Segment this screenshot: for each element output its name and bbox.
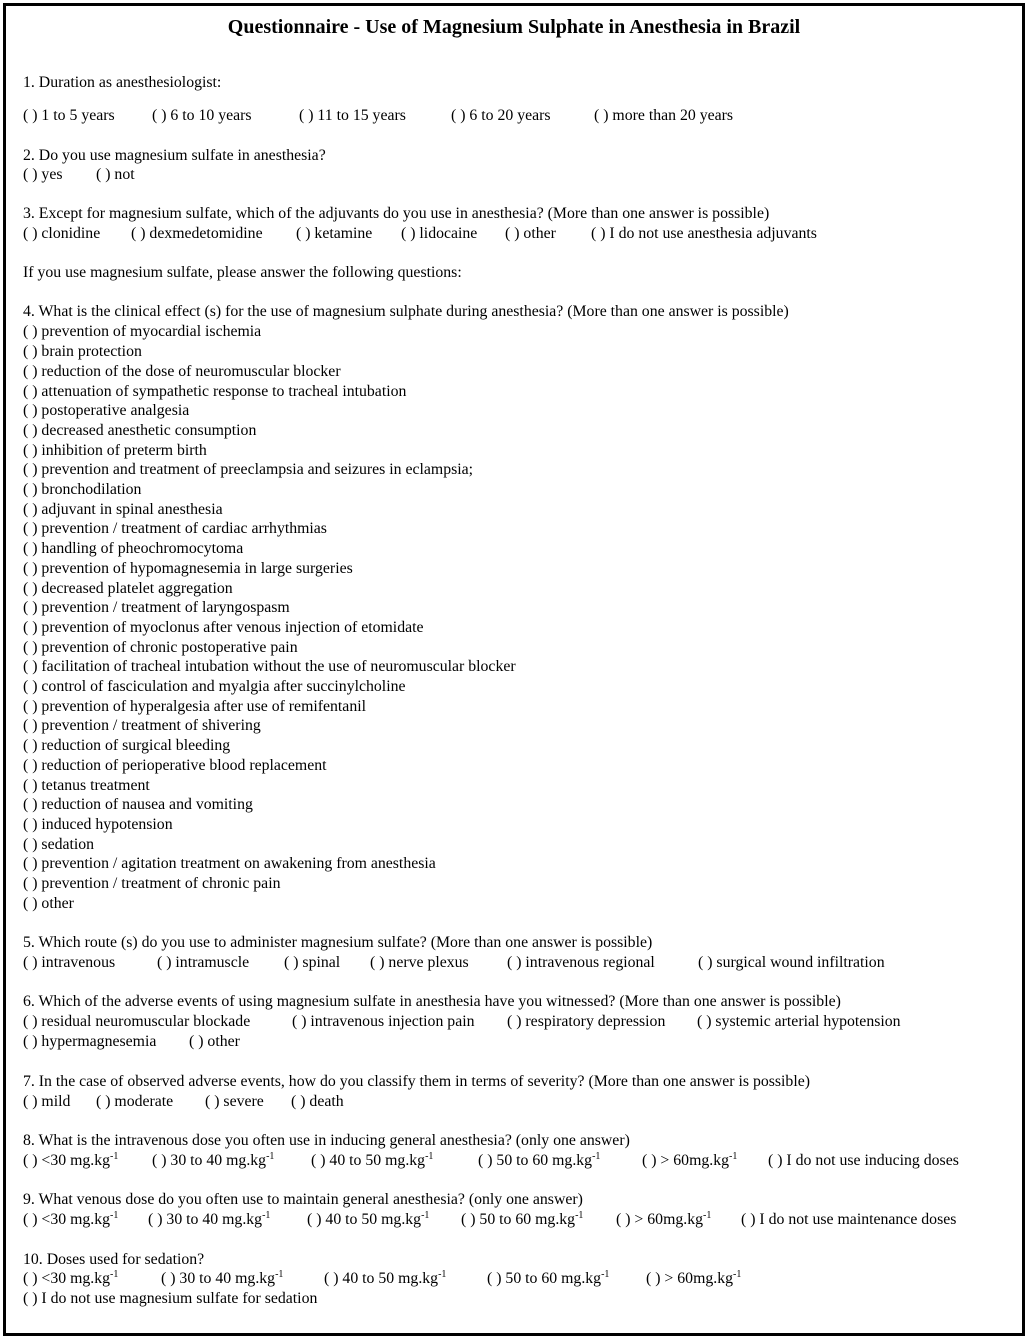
q4-option[interactable]: ( ) control of fasciculation and myalgia after succinylcholine [23, 678, 406, 695]
q2-option-yes[interactable]: ( ) yes [23, 166, 63, 183]
dose-label: ( ) > 60mg.kg [646, 1270, 734, 1287]
q4-option[interactable]: ( ) prevention and treatment of preeclampsia and seizures in eclampsia; [23, 461, 474, 479]
unit-exponent: -1 [110, 1269, 119, 1280]
page-title: Questionnaire - Use of Magnesium Sulphate in Anesthesia in Brazil [227, 16, 801, 38]
q7-question: 7. In the case of observed adverse events, how do you classify them in terms of severity? (More than one answer is possible) [23, 1073, 810, 1090]
q4-option[interactable]: ( ) prevention of myoclonus after venous injection of etomidate [23, 618, 424, 636]
q4-option[interactable]: ( ) prevention of hyperalgesia after use of remifentanil [23, 697, 366, 715]
q6-option-injection-pain[interactable]: ( ) intravenous injection pain [292, 1013, 475, 1030]
unit-exponent: -1 [262, 1210, 271, 1221]
q7-option-severe[interactable]: ( ) severe [205, 1093, 264, 1110]
q2-option-not[interactable]: ( ) not [96, 166, 135, 183]
q8-option-gt60[interactable] [642, 1151, 737, 1171]
q7-option-mild[interactable]: ( ) mild [23, 1093, 71, 1110]
q6-option-hypotension[interactable]: ( ) systemic arterial hypotension [697, 1013, 901, 1030]
q8-option-50-60[interactable] [478, 1151, 600, 1171]
q9-option-no-maintenance[interactable]: ( ) I do not use maintenance doses [741, 1211, 957, 1228]
q5-question: 5. Which route (s) do you use to administer magnesium sulfate? (More than one answer is possible) [23, 934, 653, 951]
q3-option-ketamine[interactable]: ( ) ketamine [296, 225, 373, 242]
q1-option-5[interactable]: ( ) more than 20 years [594, 107, 734, 124]
q4-option[interactable]: ( ) bronchodilation [23, 481, 142, 498]
q8-question: 8. What is the intravenous dose you often use in inducing general anesthesia? (only one answer) [23, 1132, 630, 1149]
dose-label: ( ) 30 to 40 mg.kg [161, 1270, 276, 1287]
q4-option[interactable]: ( ) prevention / treatment of cardiac arrhythmias [23, 520, 327, 538]
q5-option-intravenous-regional[interactable]: ( ) intravenous regional [507, 954, 655, 971]
q4-option[interactable]: ( ) prevention / agitation treatment on awakening from anesthesia [23, 855, 436, 873]
q9-option-gt60[interactable] [616, 1210, 711, 1230]
q10-option-lt30[interactable] [23, 1269, 118, 1289]
q9-option-50-60[interactable] [461, 1210, 583, 1230]
dose-label: ( ) 40 to 50 mg.kg [324, 1270, 439, 1287]
q9-question: 9. What venous dose do you often use to maintain general anesthesia? (only one answer) [23, 1191, 583, 1208]
q4-option[interactable]: ( ) sedation [23, 835, 95, 853]
q9-option-lt30[interactable] [23, 1210, 118, 1230]
unit-exponent: -1 [729, 1151, 738, 1162]
unit-exponent: -1 [592, 1151, 601, 1162]
unit-exponent: -1 [275, 1269, 284, 1280]
q3-option-lidocaine[interactable]: ( ) lidocaine [401, 225, 478, 242]
q5-option-intramuscle[interactable]: ( ) intramuscle [157, 954, 250, 971]
q4-question: 4. What is the clinical effect (s) for the use of magnesium sulphate during anesthesia? (More than one answer is possible) [23, 303, 789, 320]
q3-option-no-adjuvants[interactable]: ( ) I do not use anesthesia adjuvants [591, 225, 817, 242]
dose-label: ( ) > 60mg.kg [642, 1152, 730, 1169]
q9-option-30-40[interactable] [148, 1210, 270, 1230]
q4-option[interactable]: ( ) facilitation of tracheal intubation without the use of neuromuscular blocker [23, 658, 516, 676]
q6-option-residual-blockade[interactable]: ( ) residual neuromuscular blockade [23, 1013, 251, 1030]
q1-option-2[interactable]: ( ) 6 to 10 years [152, 107, 252, 124]
q4-option[interactable]: ( ) tetanus treatment [23, 776, 150, 794]
q1-question: 1. Duration as anesthesiologist: [23, 74, 222, 91]
unit-exponent: -1 [266, 1151, 275, 1162]
q4-option[interactable]: ( ) brain protection [23, 343, 142, 361]
dose-label: ( ) 30 to 40 mg.kg [152, 1152, 267, 1169]
instruction-text: If you use magnesium sulfate, please answer the following questions: [23, 264, 462, 281]
q1-option-4[interactable]: ( ) 6 to 20 years [451, 107, 551, 124]
q4-option[interactable]: ( ) prevention / treatment of shivering [23, 717, 261, 735]
q1-option-1[interactable]: ( ) 1 to 5 years [23, 107, 115, 124]
q8-option-lt30[interactable] [23, 1151, 118, 1171]
unit-exponent: -1 [425, 1151, 434, 1162]
unit-exponent: -1 [110, 1210, 119, 1221]
q4-option[interactable]: ( ) induced hypotension [23, 815, 173, 833]
q4-option[interactable]: ( ) other [23, 894, 74, 912]
q2-question: 2. Do you use magnesium sulfate in anesthesia? [23, 147, 326, 164]
dose-label: ( ) 30 to 40 mg.kg [148, 1211, 263, 1228]
q3-option-clonidine[interactable]: ( ) clonidine [23, 225, 101, 242]
dose-label: ( ) 50 to 60 mg.kg [487, 1270, 602, 1287]
q10-option-30-40[interactable] [161, 1269, 283, 1289]
q8-option-30-40[interactable] [152, 1151, 274, 1171]
q7-option-death[interactable]: ( ) death [291, 1093, 344, 1110]
q10-option-40-50[interactable] [324, 1269, 446, 1289]
q3-option-other[interactable]: ( ) other [505, 225, 556, 242]
dose-label: ( ) <30 mg.kg [23, 1211, 111, 1228]
q4-option[interactable]: ( ) decreased anesthetic consumption [23, 421, 257, 439]
q4-option[interactable]: ( ) reduction of perioperative blood replacement [23, 756, 327, 774]
q4-option[interactable]: ( ) adjuvant in spinal anesthesia [23, 500, 223, 518]
q10-option-50-60[interactable] [487, 1269, 609, 1289]
q5-option-spinal[interactable]: ( ) spinal [284, 954, 341, 971]
unit-exponent: -1 [703, 1210, 712, 1221]
q4-option[interactable]: ( ) attenuation of sympathetic response to tracheal intubation [23, 382, 407, 400]
q4-option[interactable]: ( ) reduction of nausea and vomiting [23, 796, 253, 814]
unit-exponent: -1 [421, 1210, 430, 1221]
q10-question: 10. Doses used for sedation? [23, 1251, 205, 1268]
dose-label: ( ) 40 to 50 mg.kg [311, 1152, 426, 1169]
q4-option[interactable]: ( ) inhibition of preterm birth [23, 441, 207, 459]
q3-question: 3. Except for magnesium sulfate, which of the adjuvants do you use in anesthesia? (More than one answer is possible) [23, 205, 770, 222]
q3-option-dexmedetomidine[interactable]: ( ) dexmedetomidine [131, 225, 263, 242]
q4-option[interactable]: ( ) prevention / treatment of chronic pain [23, 875, 281, 892]
q4-option[interactable]: ( ) prevention of chronic postoperative pain [23, 638, 298, 656]
q6-option-other[interactable]: ( ) other [189, 1033, 240, 1050]
dose-label: ( ) 40 to 50 mg.kg [307, 1211, 422, 1228]
q4-option[interactable]: ( ) prevention / treatment of laryngospasm [23, 599, 290, 617]
q4-option[interactable]: ( ) postoperative analgesia [23, 402, 190, 420]
q8-option-40-50[interactable] [311, 1151, 433, 1171]
dose-label: ( ) <30 mg.kg [23, 1152, 111, 1169]
q4-option[interactable]: ( ) prevention of hypomagnesemia in large surgeries [23, 559, 353, 577]
unit-exponent: -1 [438, 1269, 447, 1280]
q4-option[interactable]: ( ) handling of pheochromocytoma [23, 540, 244, 558]
q7-option-moderate[interactable]: ( ) moderate [96, 1093, 174, 1110]
dose-label: ( ) 50 to 60 mg.kg [461, 1211, 576, 1228]
q6-option-respiratory-depression[interactable]: ( ) respiratory depression [507, 1013, 666, 1030]
q4-option[interactable]: ( ) reduction of surgical bleeding [23, 737, 231, 755]
unit-exponent: -1 [110, 1151, 119, 1162]
q4-option[interactable]: ( ) decreased platelet aggregation [23, 579, 233, 597]
q5-option-wound-infiltration[interactable]: ( ) surgical wound infiltration [698, 954, 885, 971]
unit-exponent: -1 [575, 1210, 584, 1221]
dose-label: ( ) > 60mg.kg [616, 1211, 704, 1228]
q8-option-no-induction[interactable]: ( ) I do not use inducing doses [768, 1152, 959, 1169]
q10-option-gt60[interactable] [646, 1269, 741, 1289]
q6-option-hypermagnesemia[interactable]: ( ) hypermagnesemia [23, 1033, 157, 1050]
q10-option-no-sedation[interactable]: ( ) I do not use magnesium sulfate for sedation [23, 1290, 318, 1307]
q6-question: 6. Which of the adverse events of using magnesium sulfate in anesthesia have you witnessed? (More than one answer is possible) [23, 993, 841, 1010]
dose-label: ( ) <30 mg.kg [23, 1270, 111, 1287]
q5-option-nerve-plexus[interactable]: ( ) nerve plexus [370, 954, 469, 971]
q4-option[interactable]: ( ) reduction of the dose of neuromuscular blocker [23, 362, 341, 380]
q9-option-40-50[interactable] [307, 1210, 429, 1230]
unit-exponent: -1 [601, 1269, 610, 1280]
q1-option-3[interactable]: ( ) 11 to 15 years [299, 107, 406, 124]
q5-option-intravenous[interactable]: ( ) intravenous [23, 954, 116, 971]
unit-exponent: -1 [733, 1269, 742, 1280]
q4-option[interactable]: ( ) prevention of myocardial ischemia [23, 323, 262, 341]
dose-label: ( ) 50 to 60 mg.kg [478, 1152, 593, 1169]
